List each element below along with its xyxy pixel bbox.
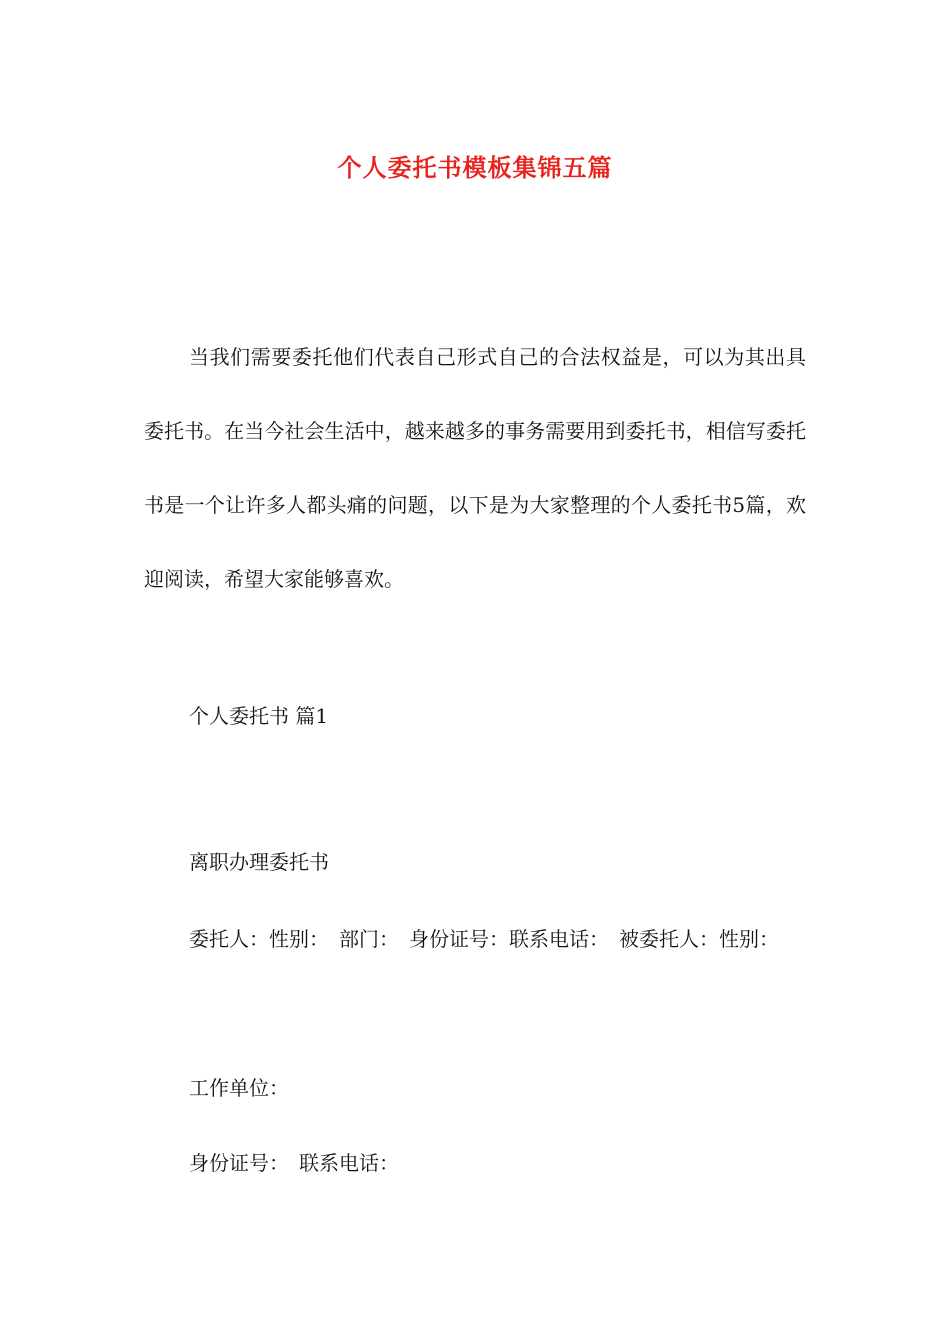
principal-info-line: 委托人：性别： 部门： 身份证号：联系电话： 被委托人：性别： bbox=[189, 927, 779, 951]
letter-title: 离职办理委托书 bbox=[189, 850, 329, 874]
document-title: 个人委托书模板集锦五篇 bbox=[337, 153, 613, 183]
intro-paragraph: 当我们需要委托他们代表自己形式自己的合法权益是，可以为其出具委托书。在当今社会生活中，越来越多的事务需要用到委托书，相信写委托书是一个让许多人都头痛的问题，以下是为大家整理的个人委托书5篇，欢迎阅读，希望大家能够喜欢。 bbox=[144, 345, 806, 591]
work-unit-line: 工作单位： bbox=[189, 1076, 289, 1100]
id-phone-line: 身份证号： 联系电话： bbox=[189, 1151, 399, 1175]
section-heading: 个人委托书 篇1 bbox=[189, 704, 329, 728]
